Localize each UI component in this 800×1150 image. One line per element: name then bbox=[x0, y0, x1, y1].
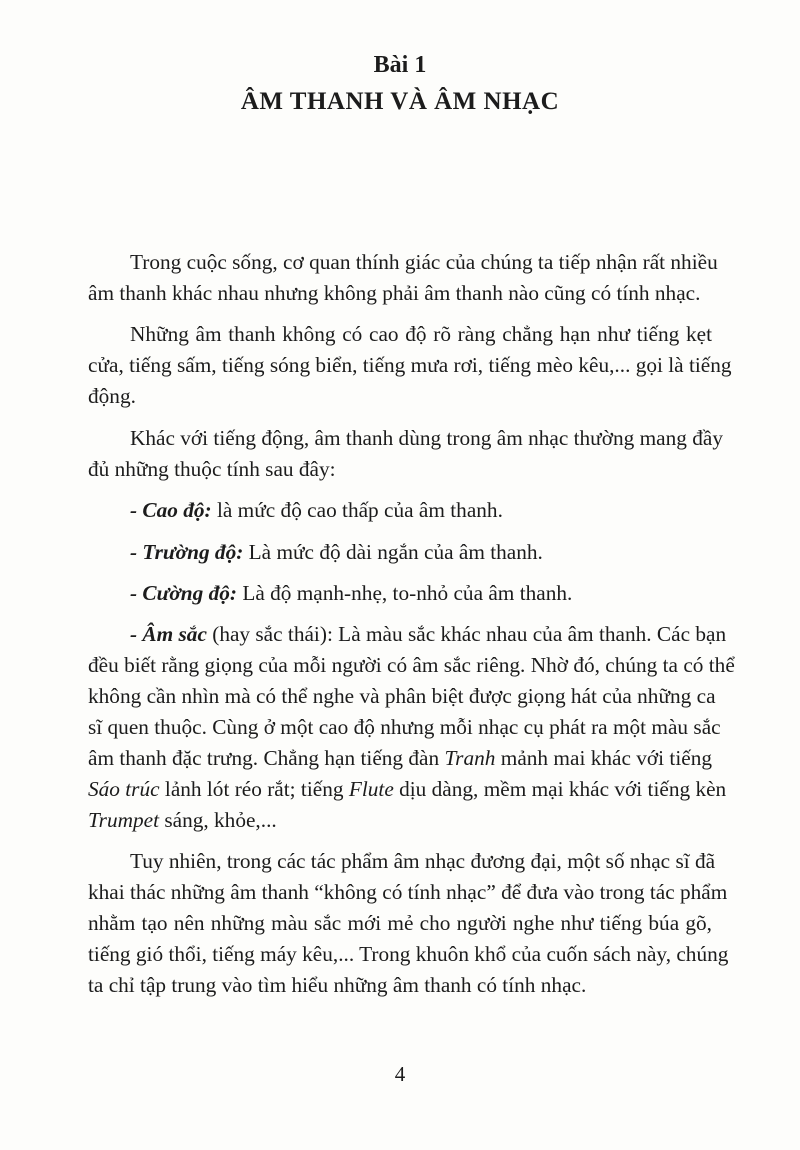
text-line bbox=[88, 939, 729, 970]
text-line bbox=[88, 650, 735, 681]
text-line bbox=[88, 454, 712, 485]
paragraph bbox=[88, 495, 712, 526]
paragraph bbox=[88, 423, 723, 485]
text-line bbox=[88, 774, 727, 805]
text-segment: đều biết rằng giọng của mỗi người có âm sắc riêng. Nhờ đó, chúng ta có thể bbox=[88, 653, 735, 678]
text-segment: sĩ quen thuộc. Cùng ở một cao độ nhưng mỗi nhạc cụ phát ra một màu sắc bbox=[88, 715, 721, 740]
text-segment: Tuy nhiên, trong các tác phẩm âm nhạc đương đại, một số nhạc sĩ đã bbox=[130, 849, 716, 874]
text-segment: ta chỉ tập trung vào tìm hiểu những âm thanh có tính nhạc. bbox=[88, 972, 587, 997]
paragraph bbox=[88, 537, 712, 568]
text-segment: dịu dàng, mềm mại khác với tiếng kèn bbox=[393, 776, 727, 801]
text-segment: âm thanh khác nhau nhưng không phải âm thanh nào cũng có tính nhạc. bbox=[88, 280, 701, 305]
text-line bbox=[88, 278, 712, 309]
page-title: ÂM THANH VÀ ÂM NHẠC bbox=[240, 88, 560, 115]
text-segment: động. bbox=[88, 384, 136, 409]
lesson-label: Bài 1 bbox=[373, 52, 427, 78]
emphasis-text: - Cao độ: bbox=[130, 498, 212, 523]
text-segment: không cần nhìn mà có thể nghe và phân biệt được giọng hát của những ca bbox=[88, 684, 716, 709]
text-segment: Là mức độ dài ngắn của âm thanh. bbox=[243, 539, 543, 564]
paragraph bbox=[88, 619, 735, 835]
text-line bbox=[88, 319, 712, 350]
text-line bbox=[88, 908, 712, 939]
text-line bbox=[88, 877, 728, 908]
text-line bbox=[88, 712, 721, 743]
paragraph bbox=[88, 578, 712, 609]
text-segment: Là độ mạnh-nhẹ, to-nhỏ của âm thanh. bbox=[237, 580, 573, 605]
page-number: 4 bbox=[394, 1062, 406, 1086]
text-line bbox=[88, 681, 716, 712]
emphasis-text: - Trường độ: bbox=[130, 539, 244, 564]
paragraph bbox=[88, 247, 718, 309]
emphasis-text: - Cường độ: bbox=[130, 580, 238, 605]
text-line bbox=[88, 846, 716, 877]
text-line bbox=[88, 247, 718, 278]
text-line bbox=[88, 743, 712, 774]
text-segment: đủ những thuộc tính sau đây: bbox=[88, 456, 336, 481]
text-line bbox=[88, 423, 723, 454]
text-segment: lảnh lót réo rắt; tiếng bbox=[159, 776, 349, 801]
text-line bbox=[88, 381, 712, 412]
text-line bbox=[88, 350, 732, 381]
text-line bbox=[88, 495, 712, 526]
body-text bbox=[88, 247, 735, 1011]
emphasis-text: Flute bbox=[348, 776, 394, 801]
paragraph bbox=[88, 846, 729, 1000]
emphasis-text: Sáo trúc bbox=[88, 776, 160, 801]
text-segment: mảnh mai khác với tiếng bbox=[495, 746, 713, 771]
text-segment: là mức độ cao thấp của âm thanh. bbox=[211, 498, 503, 523]
text-segment: Những âm thanh không có cao độ rõ ràng chẳng hạn như tiếng kẹt bbox=[130, 322, 712, 347]
text-line bbox=[88, 970, 712, 1001]
text-segment: sáng, khỏe,... bbox=[159, 807, 277, 832]
paragraph bbox=[88, 319, 732, 412]
text-segment: âm thanh đặc trưng. Chẳng hạn tiếng đàn bbox=[88, 746, 445, 771]
text-segment: Khác với tiếng động, âm thanh dùng trong âm nhạc thường mang đầy bbox=[130, 425, 723, 450]
text-line bbox=[88, 537, 712, 568]
text-segment: cửa, tiếng sấm, tiếng sóng biển, tiếng mưa rơi, tiếng mèo kêu,... gọi là tiếng bbox=[88, 353, 732, 378]
text-segment: nhằm tạo nên những màu sắc mới mẻ cho người nghe như tiếng búa gõ, bbox=[88, 911, 712, 936]
emphasis-text: Trumpet bbox=[88, 807, 160, 832]
text-line bbox=[88, 805, 712, 836]
text-segment: khai thác những âm thanh “không có tính nhạc” để đưa vào trong tác phẩm bbox=[88, 880, 728, 905]
emphasis-text: Tranh bbox=[444, 746, 496, 771]
text-segment: (hay sắc thái): Là màu sắc khác nhau của âm thanh. Các bạn bbox=[206, 622, 727, 647]
text-segment: tiếng gió thổi, tiếng máy kêu,... Trong khuôn khổ của cuốn sách này, chúng bbox=[88, 941, 729, 966]
text-line bbox=[88, 578, 712, 609]
text-line bbox=[88, 619, 727, 650]
emphasis-text: - Âm sắc bbox=[130, 622, 207, 647]
text-segment: Trong cuộc sống, cơ quan thính giác của chúng ta tiếp nhận rất nhiều bbox=[130, 250, 718, 274]
